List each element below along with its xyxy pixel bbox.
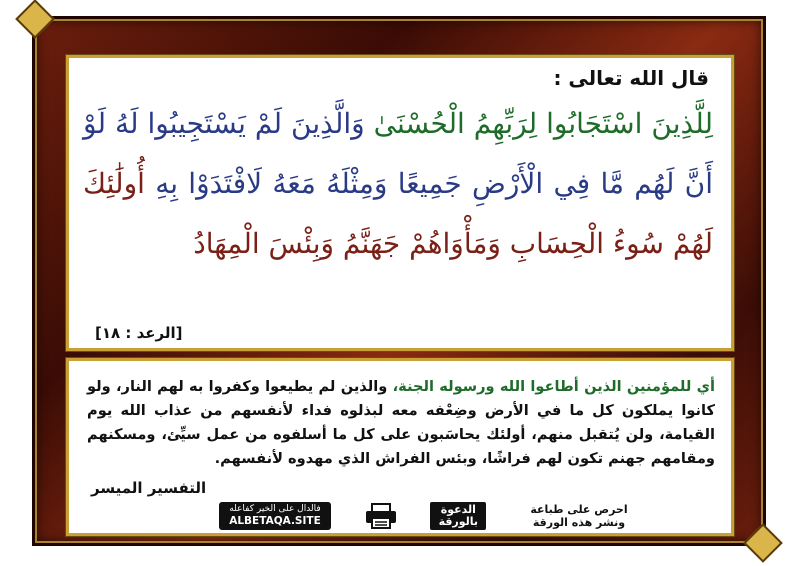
quran-verse: [83, 94, 713, 274]
site-tagline: فالدال على الخير كفاعله: [229, 504, 321, 514]
verse-part-1: لِلَّذِينَ اسْتَجَابُوا لِرَبِّهِمُ الْحُسْنَىٰ: [373, 107, 713, 140]
site-link[interactable]: ALBETAQA.SITE: [229, 515, 321, 527]
site-badge[interactable]: [219, 502, 331, 530]
footer-bar: [219, 501, 639, 531]
tafsir-body: والذين لم يطيعوا وكفروا به لهم النار، ولو كانوا يملكون كل ما في الأرض وضِعْفه معه لبذلوه فداء لأنفسهم من عذاب الله يوم القيامة، ولن يُتقبل منهم، أولئك يحاسَبون على كل ما أسلفوه من عمل سيِّئ، ومسكنهم ومقامهم جهنم تكون لهم فراشًا، وبئس الفراش الذي مهدوه لأنفسهم.: [87, 378, 715, 467]
tafsir-text: [87, 375, 715, 471]
tafsir-source: التفسير الميسر: [91, 479, 207, 497]
verse-reference: [الرعد : ١٨]: [95, 324, 183, 342]
verse-part-3: أُولَٰئِكَ لَهُمْ سُوءُ الْحِسَابِ وَمَأْوَاهُمْ جَهَنَّمُ وَبِئْسَ الْمِهَادُ: [83, 167, 713, 260]
verse-heading: قال الله تعالى :: [553, 66, 709, 90]
tafsir-highlight: أي للمؤمنين الذين أطاعوا الله ورسوله الجنة،: [392, 378, 716, 395]
verse-part-2: وَالَّذِينَ لَمْ يَسْتَجِيبُوا لَهُ لَوْ أَنَّ لَهُم مَّا فِي الْأَرْضِ جَمِيعًا وَمِثْلَهُ مَعَهُ لَافْتَدَوْا بِهِ: [83, 107, 713, 200]
tafsir-panel: [66, 358, 734, 536]
dawah-logo: الدعوة بالورقة: [430, 502, 486, 530]
printer-icon: [364, 503, 398, 529]
verse-panel: [66, 55, 734, 351]
print-note: احرص على طباعة ونشر هذه الورقة: [530, 503, 628, 529]
